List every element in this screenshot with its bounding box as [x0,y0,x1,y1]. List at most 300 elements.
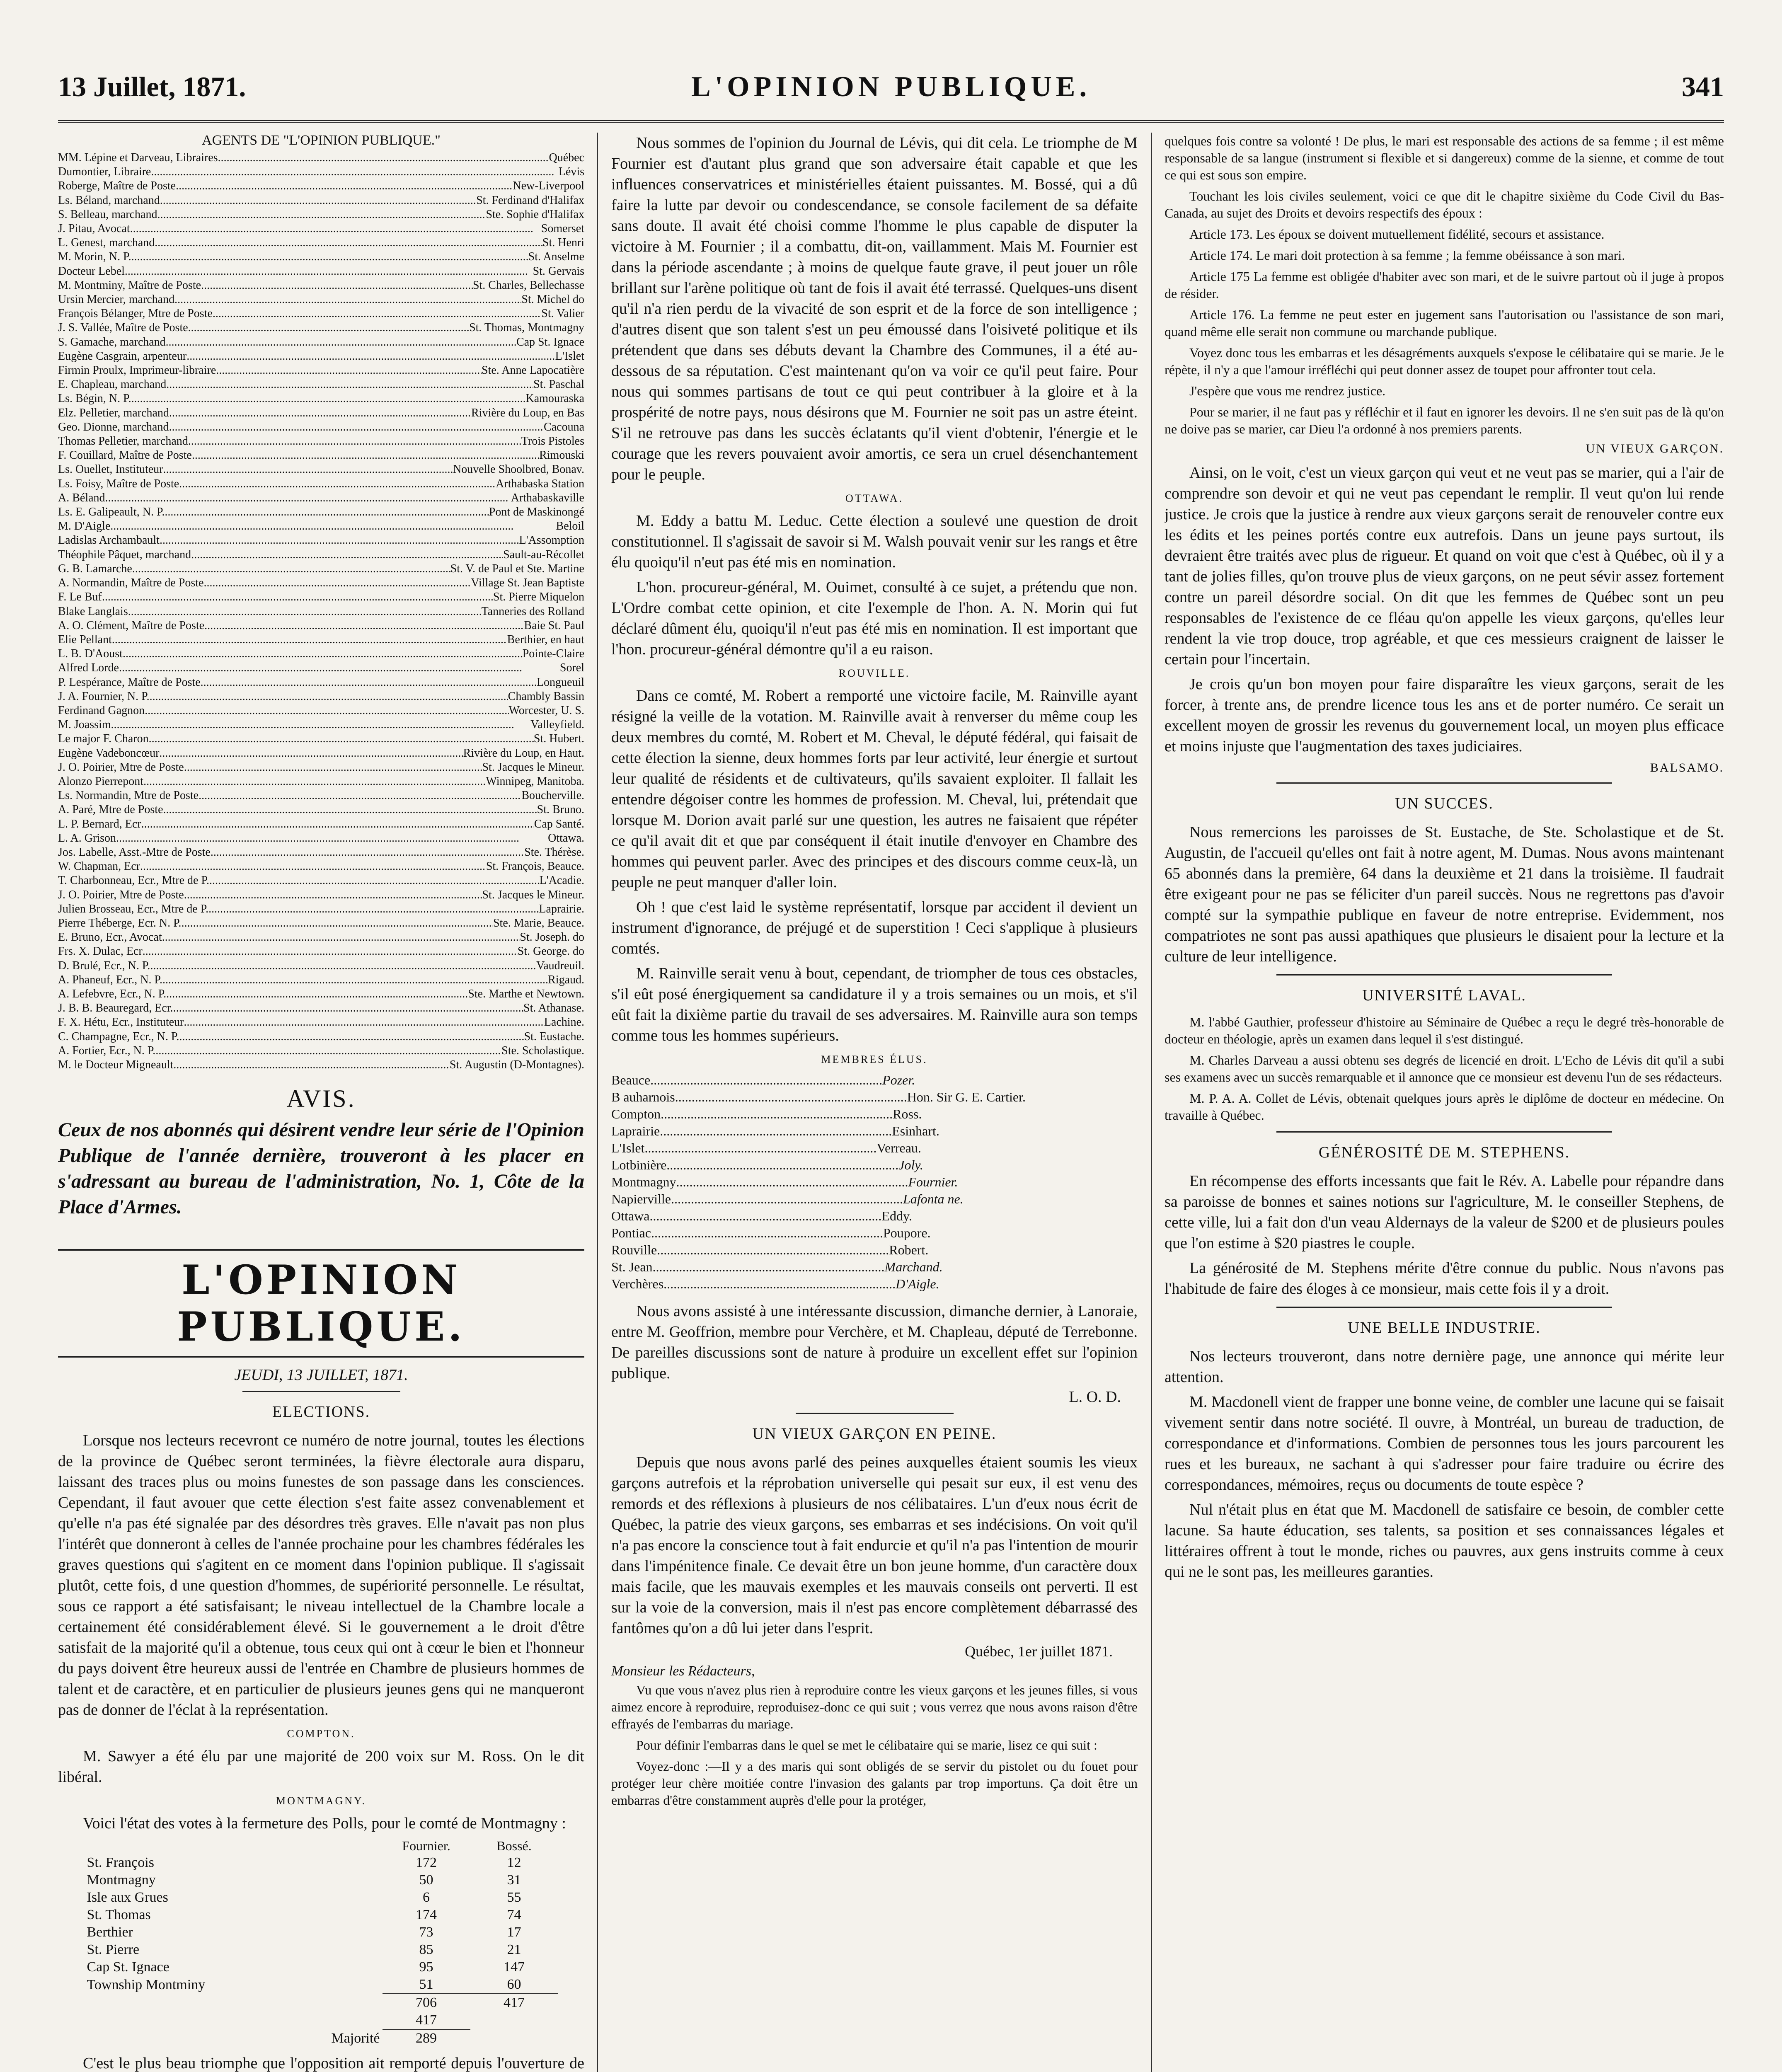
agent-row [58,675,584,690]
agent-name: Ls. Ouellet, Instituteur [58,463,163,476]
agent-place: Pont de Maskinongé [489,506,584,519]
agent-name: Ls. Béland, marchand [58,194,160,207]
agent-name: A. Lefebvre, Ecr., N. P. [58,987,167,1000]
agent-row [58,194,584,208]
divider [1276,1131,1612,1133]
agent-name: M. le Docteur Migneault [58,1058,174,1071]
agent-place: Ste. Anne Lapocatière [481,364,584,377]
table-row [85,1976,558,1994]
minus-value: 417 [416,2012,437,2028]
paragraph: J'espère que vous me rendrez justice. [1189,383,1386,398]
agent-name: Alonzo Pierrepont [58,775,144,788]
agent-name: L. Genest, marchand [58,236,155,249]
agent-place: Rivière du Loup, en Bas [471,406,584,419]
agent-name: A. Phaneuf, Ecr., N. P. [58,973,162,986]
paragraph: M. Charles Darveau a aussi obtenu ses degrés de licencié en droit. L'Echo de Lévis dit qu'il a subi ses examens avec un succès remarquable et il annonce que ce monsieur est devenu l'un de ses rédacteurs. [1165,1053,1724,1084]
paragraph: Dans ce comté, M. Robert a remporté une victoire facile, M. Rainville ayant résigné la veille de la votation. M. Rainville avait à renverser du même coup les deux membres du comté, M. Robert et M. Cheval, le député fédéral, qui faisait de cette élection la sienne, deux hommes forts par leur activité, leur énergie et surtout leur qualité de résidents et de cultivateurs, qu'ils savaient exploiter. Il fallait les entendre dégoiser contre les hommes de profession. M. Cheval, lui, prétendait que lorsque M. Dorion avait parlé sur une question, les autres ne faisaient que répéter ce qu'il avait dit et que par conséquent il était inutile d'envoyer en Chambre des hommes qui peuvent parler. Avec des principes et des discours comme ceux-là, un peuple ne peut manquer d'aller loin. [611,687,1138,891]
leader-dots [675,1089,907,1106]
agent-name: J. B. B. Beauregard, Ecr. [58,1002,173,1015]
leader-dots [182,916,493,930]
leader-dots [155,1044,501,1058]
member-name: Joly. [898,1157,923,1172]
agent-name: M. D'Aigle [58,520,111,533]
agent-row [58,619,584,633]
agent-place: St. Joseph. do [520,931,584,944]
votes-bosse: 17 [507,1924,521,1940]
agent-place: Lévis [558,165,584,179]
agent-name: J. O. Poirier, Mtre de Poste [58,888,184,901]
page-header [58,70,1724,124]
agent-name: Frs. X. Dulac, Ecr [58,945,143,958]
agent-row [58,278,584,293]
agent-name: Elz. Pelletier, marchand [58,406,169,419]
agent-name: C. Champagne, Ecr., N. P. [58,1030,179,1043]
leader-dots [218,151,549,165]
agent-row [58,222,584,236]
agent-name: P. Lespérance, Maître de Poste [58,675,201,689]
agent-place: Cap Santé. [534,817,584,830]
divider [1276,782,1612,784]
agent-row [58,165,584,179]
paragraph: Depuis que nous avons parlé des peines auxquelles étaient soumis les vieux garçons autrefois et la réprobation universelle qui pesait sur eux, il est venu des remords et des réflexions à plusieurs de nos célibataires. L'un d'eux nous écrit de Québec, la patrie des vieux garçons, ses embarras et ses indécisions. On voit qu'il n'a pas encore la conscience tout à fait endurcie et qu'il n'a pas l'intention de mourir dans l'impénitence finale. Ce devait être un bon jeune homme, d'un caractère doux mais facile, que les mauvais exemples et les mauvais conseils ont perverti. Il est sur la voie de la conversion, mais il n'est pas encore complètement débarrassé des fantômes qu'on a dû lui jeter dans l'esprit. [611,1454,1138,1637]
issue-date: 13 Juillet, 1871. [58,71,246,102]
leader-dots [149,732,534,746]
table-row [85,1924,558,1941]
parish-name: Berthier [87,1924,133,1940]
agent-row [58,576,584,590]
paragraph: Vu que vous n'avez plus rien à reproduire contre les vieux garçons et les jeunes filles, si vous aimez encore à reproduire, reproduisez-donc ce qui suit ; vous verrez que nous avons raison d'être effrayés de l'embarras du mariage. [611,1682,1138,1731]
agent-row [58,151,584,165]
agent-name: Docteur Lebel [58,264,125,278]
member-name: D'Aigle. [896,1276,939,1291]
agent-name: A. Normandin, Maître de Poste [58,576,204,590]
leader-dots [112,633,507,647]
agent-place: Arthabaskaville [511,491,584,504]
agent-name: A. Fortier, Ecr., N. P. [58,1044,156,1057]
leader-dots [166,987,468,1001]
parish-name: Cap St. Ignace [87,1959,169,1975]
leader-dots [173,1058,450,1072]
agent-name: Eugène Vadeboncœur [58,746,160,760]
paragraph: La générosité de M. Stephens mérite d'être connue du public. Nous n'avons pas l'habitude de faire des éloges à ce monsieur, mais cette fois il y a droit. [1165,1259,1724,1297]
paragraph: Article 173. Les époux se doivent mutuellement fidélité, secours et assistance. [1189,227,1605,242]
header-rule [58,120,1724,123]
table-row [85,1871,558,1889]
table-majority-row [85,2029,558,2047]
section-head: OTTAWA. [845,492,904,504]
leader-dots [165,505,489,519]
leader-dots [157,208,486,222]
agent-name: D. Brulé, Ecr., N. P. [58,959,150,972]
agent-place: Ste. Marthe et Newtown. [468,987,584,1000]
leader-dots [150,959,536,973]
paragraph: Article 175 La femme est obligée d'habiter avec son mari, et de le suivre partout où il juge à propos de résider. [1165,269,1724,301]
agent-row [58,959,584,973]
paragraph: Article 174. Le mari doit protection à sa femme ; la femme obéissance à son mari. [1189,248,1625,263]
leader-dots [163,803,537,817]
avis-text: Ceux de nos abonnés qui désirent vendre leur série de l'Opinion Publique de l'année dernière, trouveront à les placer en s'adressant au bureau de l'administration, No. 1, Côte de la Place d'Armes. [58,1119,584,1218]
agent-row [58,378,584,392]
parish-name: Township Montminy [87,1977,206,1992]
agent-name: Ls. Bégin, N. P. [58,392,131,405]
agent-name: J. A. Fournier, N. P. [58,690,150,703]
leader-dots [676,1174,908,1191]
agent-row [58,462,584,477]
paragraph: Lorsque nos lecteurs recevront ce numéro de notre journal, toutes les élections de la province de Québec seront terminées, la fièvre électorale aura disparu, laissant des traces plus ou moins funestes de son passage dans les consciences. Cependant, il faut avouer que cette élection s'est faite assez convenablement et qu'elle n'a pas été signalée par des désordres très graves. Elle n'avait pas non plus l'intérêt que donneront à celles de l'année prochaine pour les chambres fédérales les graves questions qui s'agitent en ce moment dans l'opinion publique. Il s'agissait plutôt, cette fois, d une question d'hommes, de supériorité personnelle. Le résultat, sous ce rapport a été satisfaisant; le niveau intellectuel de la Chambre locale a certainement été considérablement élevé. Si le gouvernement a le droit d'être satisfait de la majorité qu'il a obtenue, tous ceux qui ont à cœur le bien et l'honneur du pays doivent être heureux aussi de l'entrée en Chambre de plusieurs hommes de talent et de caractère, et en particulier de plusieurs jeunes gens qui ne manqueront pas de donner de l'éclat à la représentation. [58,1432,584,1719]
agent-row [58,605,584,619]
agent-name: MM. Lépine et Darveau, Libraires [58,151,218,164]
table-minus-row [85,2011,558,2029]
leader-dots [179,1030,524,1044]
agent-row [58,477,584,491]
paragraph: Oh ! que c'est laid le système représentatif, lorsque par accident il devient un instrument d'ignorance, de préjugé et de superstition ! Ceci s'applique à plusieurs comtés. [611,898,1138,957]
agent-row [58,491,584,505]
leader-dots [660,1123,892,1140]
member-name: Robert. [889,1242,929,1257]
paragraph: Pour se marier, il ne faut pas y réfléchir et il faut en ignorer les devoirs. Il ne s'en suit pas de là qu'on ne doive pas se marier, car Dieu l'a ordonné à nos premiers parents. [1165,404,1724,436]
agent-row [58,321,584,335]
table-row [85,1854,558,1871]
agent-place: St. Jacques le Mineur. [482,888,584,901]
paragraph: quelques fois contre sa volonté ! De plus, le mari est responsable des actions de sa femme ; il est même responsable de sa langue (instrument si flexible et si dangereux) comme de la sienne, et comme de tout ce qui est sous son empire. [1165,133,1724,182]
paragraph: L'hon. procureur-général, M. Ouimet, consulté à ce sujet, a prétendu que non. L'Ordre combat cette opinion, et cite l'exemple de l'hon. A. N. Morin qui fut déclaré dûment élu, quoiqu'il n'eut pas été mis en nomination. Il est important que l'hon. procureur-général démontre qu'il a eu raison. [611,579,1138,658]
column-2 [611,133,1138,2072]
agent-place: Longueuil [536,675,584,689]
leader-dots [151,165,558,179]
agent-row [58,831,584,845]
total-fournier: 706 [383,1994,470,2011]
leader-dots [188,434,521,448]
leader-dots [653,1259,885,1276]
agent-row [58,732,584,746]
leader-dots [671,1191,903,1208]
leader-dots [140,859,486,874]
county-name: L'Islet [611,1140,645,1155]
agent-name: Ls. Normandin, Mtre de Poste [58,789,199,802]
agent-name: M. Morin, N. P. [58,250,131,264]
agent-row [58,973,584,987]
agent-place: St. Eustache. [524,1030,584,1043]
leader-dots [663,1276,896,1293]
leader-dots [143,944,518,959]
agent-place: St. Bruno. [537,803,584,816]
leader-dots [132,562,450,576]
leader-dots [111,718,531,732]
paragraph: Voici l'état des votes à la fermeture des Polls, pour le comté de Montmagny : [83,1815,566,1832]
agent-row [58,236,584,250]
leader-dots [160,533,519,547]
agent-row [58,902,584,916]
parish-name: Montmagny [87,1872,156,1888]
votes-bosse: 60 [507,1977,521,1992]
agent-name: Ls. E. Galipeault, N. P. [58,506,165,519]
agent-row [58,590,584,604]
agent-place: Ste. Scholastique. [501,1044,584,1057]
agent-row [58,803,584,817]
agent-place: Somerset [541,222,584,235]
leader-dots [174,293,521,307]
agent-row [58,916,584,930]
agent-name: Blake Langlais [58,605,128,618]
votes-fournier: 172 [416,1855,437,1871]
member-name: Verreau. [876,1140,921,1155]
leader-dots [179,477,496,491]
agent-row [58,817,584,831]
list-item [611,1072,1138,1089]
county-name: Napierville [611,1191,671,1206]
agent-row [58,448,584,462]
county-name: Laprairie [611,1123,660,1138]
agent-place: St. George. do [517,945,584,958]
votes-bosse: 74 [507,1907,521,1923]
agent-row [58,179,584,193]
agent-place: St. Gervais [533,264,584,278]
section-head: MEMBRES ÉLUS. [821,1053,928,1065]
paragraph: Article 176. La femme ne peut ester en jugement sans l'autorisation ou l'assistance de son mari, quand même elle serait non commune ou marchande publique. [1165,307,1724,339]
agent-place: St. Athanase. [523,1002,584,1015]
agent-place: L'Acadie. [539,874,584,887]
agent-name: Jos. Labelle, Asst.-Mtre de Poste [58,845,211,859]
agent-row [58,845,584,859]
paragraph: Nous avons assisté à une intéressante discussion, dimanche dernier, à Lanoraie, entre M. Geoffrion, membre pour Verchère, et M. Chapleau, député de Terrebonne. De pareilles discussions sont de nature à produire un excellent effet sur l'opinion publique. [611,1302,1138,1382]
leader-dots [199,789,521,803]
paragraph: M. l'abbé Gauthier, professeur d'histoire au Séminaire de Québec a reçu le degré très-honorable de docteur en théologie, après un examen dans lequel il s'est distingué. [1165,1014,1724,1046]
list-item [611,1208,1138,1225]
list-item [611,1242,1138,1259]
agents-title: AGENTS DE "L'OPINION PUBLIQUE." [202,133,441,148]
agent-name: Firmin Proulx, Imprimeur-libraire [58,364,216,377]
section-head: COMPTON. [287,1728,356,1740]
agent-row [58,775,584,789]
agent-row [58,363,584,378]
agent-name: Ferdinand Gagnon [58,704,145,717]
page-number: 341 [1682,71,1724,102]
agent-place: Nouvelle Shoolbred, Bonav. [453,463,584,476]
leader-dots [661,1106,893,1123]
leader-dots [141,817,534,831]
leader-dots [169,420,544,434]
agent-place: Boucherville. [521,789,584,802]
agent-place: Beloil [556,520,584,533]
paragraph: C'est le plus beau triomphe que l'opposition ait remporté depuis l'ouverture de [83,2055,584,2072]
agent-place: Baie St. Paul [524,619,584,632]
agent-place: St. Valier [541,307,584,320]
leader-dots [143,775,486,789]
leader-dots [213,307,541,321]
agent-place: St. Michel do [521,293,584,306]
member-name: Ross. [893,1106,922,1121]
agent-place: St. Pierre Miquelon [493,591,584,604]
agent-place: Kamouraska [525,392,584,405]
agent-place: Laprairie. [539,902,584,915]
leader-dots [110,519,556,533]
agent-name: T. Charbonneau, Ecr., Mtre de P. [58,874,209,887]
agent-row [58,505,584,519]
agent-row [58,690,584,704]
agent-name: Roberge, Maître de Poste [58,179,176,193]
paragraph: Pour définir l'embarras dans le quel se met le célibataire qui se marie, lisez ce qui suit : [636,1738,1097,1752]
agent-row [58,633,584,647]
agent-row [58,930,584,944]
paragraph: Touchant les lois civiles seulement, voici ce que dit le chapitre sixième du Code Civil du Bas-Canada, au sujet des Droits et devoirs respectifs des époux : [1165,189,1724,220]
majority-label: Majorité [331,2030,380,2046]
votes-bosse: 55 [507,1890,521,1905]
agent-row [58,434,584,448]
agent-row [58,1058,584,1072]
list-item [611,1259,1138,1276]
county-name: Ottawa [611,1208,650,1223]
agent-place: St. François, Beauce. [486,860,584,873]
agent-name: A. Béland [58,491,105,504]
list-item [611,1106,1138,1123]
agent-place: Winnipeg, Manitoba. [486,775,584,788]
list-item [611,1174,1138,1191]
table-row [85,1889,558,1906]
agent-place: Sorel [559,661,584,675]
agent-place: St. Charles, Bellechasse [472,278,584,292]
county-name: Beauce [611,1072,651,1087]
agent-place: Lachine. [544,1016,584,1029]
member-name: Pozer. [882,1072,915,1087]
agent-name: G. B. Lamarche [58,562,132,575]
paragraph: Nous remercions les paroisses de St. Eustache, de Ste. Scholastique et de St. Augustin, de l'accueil qu'elles ont fait à notre agent, M. Dumas. Nous avons maintenant 65 abonnés dans la première, 64 dans la deuxième et 21 dans la troisième. Il faudrait être exigeant pour ne pas se féliciter d'un pareil succès. Nous ne regrettons pas d'avoir compté sur la sympathie publique en faveur de notre entreprise. Evidemment, nos compatriotes ne sont pas aussi apathiques que plusieurs le disaient pour la lecture et la culture de leur intelligence. [1165,823,1724,965]
agent-place: St. Henri [542,236,584,249]
votes-fournier: 73 [419,1924,433,1940]
paragraph: M. Eddy a battu M. Leduc. Cette élection a soulevé une question de droit constitutionnel. Il s'agissait de savoir si M. Walsh pouvait venir sur les rangs et être élu quoiqu'il n'eut pas été mis en nomination. [611,512,1138,571]
agent-place: Ste. Thérèse. [524,845,584,859]
member-name: Esinhart. [892,1123,939,1138]
leader-dots [209,874,540,888]
agent-name: Elie Pellant [58,633,112,646]
signature: BALSAMO. [1650,761,1724,775]
leader-dots [125,264,533,278]
agent-name: Ladislas Archambault [58,534,160,547]
leader-dots [123,647,523,661]
paragraph: Nous sommes de l'opinion du Journal de Lévis, qui dit cela. Le triomphe de M Fournier est d'autant plus grand que son adversaire était capable et que les influences conservatrices et ministérielles étaient puissantes. M. Bossé, qui a dû faire la lutte par devoir ou condescendance, se console facilement de sa défaite sans doute. Il avait été choisi comme l'homme le plus capable de disputer la victoire à M. Fournier ; il a combattu, dit-on, vaillamment. Mais M. Fournier est dans la période ascendante ; à moins de quelque faute grave, il peut jouer un rôle brillant sur l'arène politique où tant de fois il avait été terrassé. Quelques-uns disent qu'il n'a rien perdu de la vivacité de son esprit et de la force de son intelligence ; d'autres disent que son talent s'est un peu émoussé dans l'oisiveté politique et ils prétendent que dans ses débuts devant la Chambre des Communes, il a été au-dessous de sa réputation. C'est maintenant qu'on va voir ce qu'il peut faire. Pour nous qui sommes partisans de tout ce qui peut contribuer à la gloire et à la prospérité de notre pays, nous désirons que M. Fournier ne soit pas un astre éteint. S'il ne retrouve pas dans les succès éclatants qu'il vient d'obtenir, l'énergie et le courage que les revers pouvaient avoir amortis, ce sera un cruel désenchantement pour le peuple. [611,134,1138,483]
agent-name: Thomas Pelletier, marchand [58,435,188,448]
agent-place: St. Hubert. [533,732,584,746]
paragraph: M. Macdonell vient de frapper une bonne veine, de combler une lacune qui se faisait vivement sentir dans notre société. Il ouvre, à Montréal, un bureau de traduction, de correspondance et d'informations. Combien de personnes tous les jours parcourent les rues et les bureaux, ne sachant à qui s'adresser pour faire traduire ou écrire des correspondances, mémoires, reçus ou documents de toute espèce ? [1165,1393,1724,1493]
leader-dots [130,222,541,236]
article-title-garcon: UN VIEUX GARÇON EN PEINE. [752,1425,997,1443]
column-divider [1151,133,1152,2072]
article-title-stephens: GÉNÉROSITÉ DE M. STEPHENS. [1318,1144,1570,1161]
leader-dots [211,845,524,859]
agent-row [58,888,584,902]
agent-row [58,293,584,307]
leader-dots [173,1001,523,1015]
agent-name: Alfred Lorde [58,661,119,675]
leader-dots [116,831,548,845]
divider [796,1413,954,1414]
leader-dots [208,902,539,916]
agent-place: Québec [549,151,584,164]
parish-name: St. Thomas [87,1907,151,1923]
agent-name: A. Paré, Mtre de Poste [58,803,163,816]
agent-place: Rimouski [539,449,584,462]
leader-dots [192,448,539,462]
elected-members-list [611,1072,1138,1293]
agent-name: S. Gamache, marchand [58,335,166,349]
agent-row [58,760,584,775]
county-name: Pontiac [611,1225,651,1240]
letter-date: Québec, 1er juillet 1871. [965,1643,1113,1660]
paragraph: Ainsi, on le voit, c'est un vieux garçon qui veut et ne veut pas se marier, qui a l'air de comprendre son devoir et qui ne veut pas cependant le remplir. Il veut qu'on lui rende justice. Je crois que la justice à rendre aux vieux garçons serait de renouveler contre eux les édits et les peines portés contre eux autrefois. Dans un jeune pays surtout, ils devraient être traités avec plus de rigueur. Et quand on voit que c'est à Québec, où il y a tant de jolies filles, qu'on trouve plus de vieux garçons, on ne peut sévir assez fortement contre un pareil désordre social. On dit que les femmes de Québec sont un peu responsables de l'existence de ce fléau qu'on appelle les vieux garçons, qu'elles leur rendent la vie trop douce, trop agréable, et que ces messieurs craignent de laisser le certain pour l'incertain. [1165,464,1724,668]
agent-place: L'Assomption [519,534,584,547]
agent-place: Rivière du Loup, en Haut. [463,746,584,760]
leader-dots [160,194,476,208]
agent-place: Rigaud. [548,973,584,986]
divider [242,1391,400,1392]
agent-row [58,661,584,675]
votes-fournier: 50 [419,1872,433,1888]
column-1 [58,133,584,2072]
letter-salutation: Monsieur les Rédacteurs, [611,1663,755,1679]
county-name: B auharnois [611,1089,675,1104]
leader-dots [119,661,560,675]
member-name: Hon. Sir G. E. Cartier. [907,1089,1026,1104]
leader-dots [131,392,526,406]
column-header: Fournier. [402,1838,450,1854]
agent-name: J. S. Vallée, Maître de Poste [58,321,188,334]
leader-dots [184,1015,544,1029]
leader-dots [162,930,520,944]
leader-dots [216,363,482,378]
leader-dots [102,590,493,604]
agent-place: St. V. de Paul et Ste. Martine [450,562,584,575]
agent-place: Arthabaska Station [496,477,584,490]
section-head: MONTMAGNY. [276,1795,366,1807]
dateline: JEUDI, 13 JUILLET, 1871. [234,1366,408,1384]
agent-name: L. P. Bernard, Ecr [58,817,141,830]
list-item [611,1191,1138,1208]
list-item [611,1225,1138,1242]
agent-place: St. Anselme [528,250,584,264]
agent-place: Pointe-Claire [522,647,584,661]
agent-row [58,548,584,562]
agent-row [58,859,584,874]
agent-row [58,335,584,349]
votes-fournier: 6 [423,1890,430,1905]
agent-name: Geo. Dionne, marchand [58,420,169,433]
agent-place: Ottawa. [548,831,584,845]
paragraph: M. Rainville serait venu à bout, cependant, de triompher de tous ces obstacles, s'il eût posé énergiquement sa candidature il y a trois semaines ou un mois, et s'il eût fait la dixième partie du travail de ses adversaires. M. Rainville aura son temps comme tous les hommes supérieurs. [611,965,1138,1044]
agent-place: Chambly Bassin [508,690,584,703]
agent-name: A. O. Clément, Maître de Poste [58,619,205,632]
leader-dots [201,278,473,293]
leader-dots [666,1157,898,1174]
leader-dots [191,548,503,562]
table-row [85,1941,558,1958]
agent-row [58,406,584,420]
signature: UN VIEUX GARÇON. [1586,442,1724,455]
agent-name: M. Joassim [58,718,111,731]
paragraph: M. P. A. A. Collet de Lévis, obtenait quelques jours après le diplôme de docteur en médecine. On travaille à Québec. [1165,1091,1724,1123]
list-item [611,1276,1138,1293]
votes-fournier: 174 [416,1907,437,1923]
column-divider [597,133,598,2072]
column-header: Bossé. [496,1838,532,1854]
agent-name: Le major F. Charon [58,732,149,746]
agent-name: Dumontier, Libraire [58,165,151,179]
leader-dots [644,1140,876,1157]
agent-name: J. O. Poirier, Mtre de Poste [58,760,184,774]
agent-name: Ursin Mercier, marchand [58,293,175,306]
agent-row [58,264,584,278]
agent-row [58,789,584,803]
avis-title: AVIS. [286,1085,356,1113]
total-bosse: 417 [470,1994,558,2011]
